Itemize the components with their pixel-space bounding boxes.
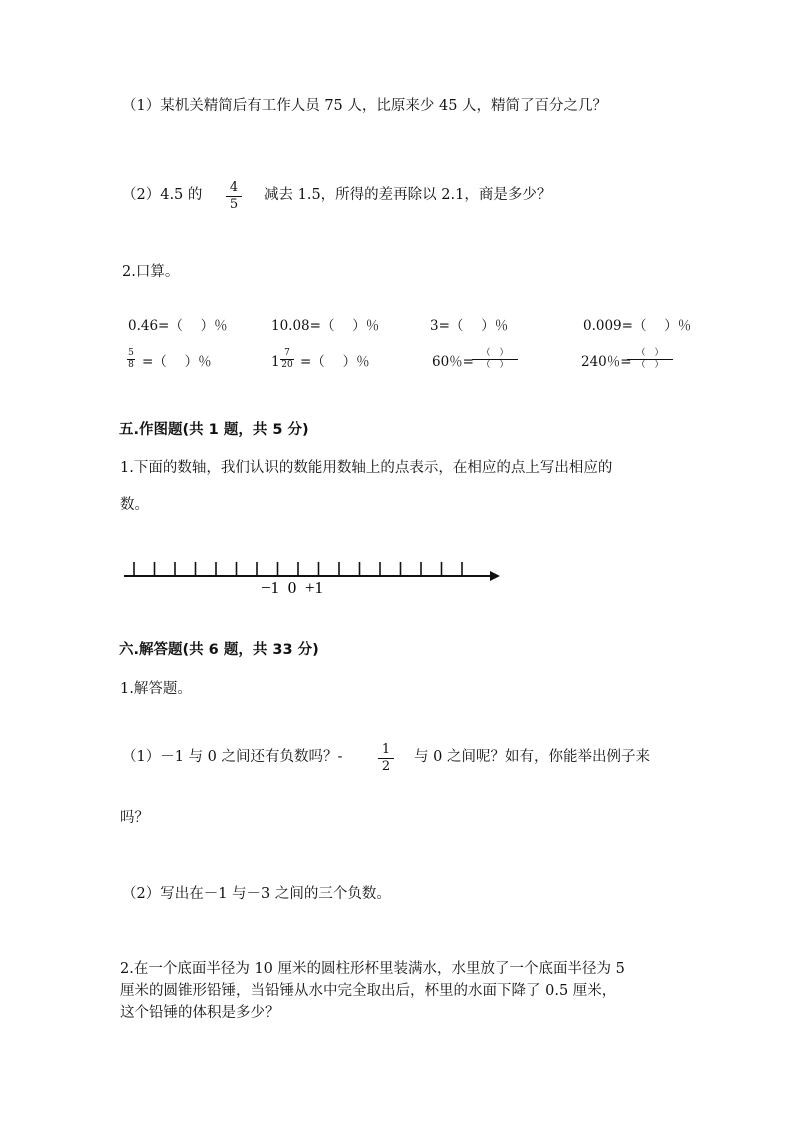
sub-question-1-suffix: 与 0 之间呢？如有，你能举出例子来 bbox=[414, 749, 650, 765]
fraction-denominator: 8 bbox=[128, 360, 134, 371]
section-6-heading: 六.解答题(共 6 题，共 33 分) bbox=[119, 642, 319, 658]
fraction-numerator: 5 bbox=[128, 348, 134, 358]
fraction-denominator: （ ） bbox=[636, 360, 664, 371]
sub-question-2: （2）写出在－1 与－3 之间的三个负数。 bbox=[122, 886, 391, 902]
sub-question-1-line-2: 吗？ bbox=[120, 810, 149, 826]
fraction-denominator: 2 bbox=[381, 759, 391, 775]
oral-item-8-head: 240％= bbox=[581, 354, 632, 370]
arrow-right-icon bbox=[490, 571, 500, 581]
fraction-denominator: 5 bbox=[229, 197, 239, 213]
question-2-suffix: 减去 1.5，所得的差再除以 2.1，商是多少？ bbox=[264, 187, 552, 203]
sub-question-1-prefix: （1）－1 与 0 之间还有负数吗？- bbox=[122, 749, 343, 765]
oral-item-1: 0.46=（ ）％ bbox=[128, 318, 228, 334]
oral-item-3: 3=（ ）％ bbox=[430, 318, 509, 334]
axis-label-zero: 0 bbox=[287, 578, 297, 597]
mixed-number-whole: 1 bbox=[271, 354, 280, 370]
section-5-heading: 五.作图题(共 1 题，共 5 分) bbox=[119, 422, 309, 438]
fraction-numerator: 4 bbox=[229, 180, 239, 195]
question-2-line-1: 2.在一个底面半径为 10 厘米的圆柱形杯里装满水，水里放了一个底面半径为 5 bbox=[120, 961, 625, 977]
fraction-numerator: （ ） bbox=[481, 348, 509, 358]
fraction-four-fifths bbox=[226, 181, 242, 213]
oral-calc-title: 2.口算。 bbox=[122, 264, 180, 280]
oral-item-6-tail: =（ ）％ bbox=[300, 354, 370, 370]
oral-item-4: 0.009=（ ）％ bbox=[583, 318, 692, 334]
section-5-question-line-2: 数。 bbox=[120, 497, 149, 513]
question-2-line-2: 厘米的圆锥形铅锤，当铅锤从水中完全取出后，杯里的水面下降了 0.5 厘米， bbox=[120, 983, 617, 999]
oral-item-7-head: 60％= bbox=[432, 354, 474, 370]
fraction-denominator: （ ） bbox=[481, 360, 509, 371]
question-1-percent: （1）某机关精简后有工作人员 75 人，比原来少 45 人，精简了百分之几？ bbox=[122, 98, 608, 114]
section-6-question-1-title: 1.解答题。 bbox=[120, 681, 192, 697]
fraction-one-half bbox=[378, 743, 394, 775]
fraction-denominator: 20 bbox=[281, 360, 293, 371]
fraction-seven-twentieths bbox=[280, 349, 294, 371]
number-line bbox=[118, 556, 508, 598]
blank-fraction bbox=[472, 349, 518, 371]
fraction-numerator: （ ） bbox=[636, 348, 664, 358]
axis-label-plus-one: +1 bbox=[304, 578, 324, 597]
axis-label-minus-one: −1 bbox=[260, 578, 280, 597]
oral-item-2: 10.08=（ ）％ bbox=[271, 318, 380, 334]
question-2-line-3: 这个铅锤的体积是多少？ bbox=[120, 1005, 280, 1021]
fraction-numerator: 1 bbox=[381, 742, 391, 757]
number-line-ticks bbox=[134, 562, 462, 576]
section-5-question-line-1: 1.下面的数轴，我们认识的数能用数轴上的点表示，在相应的点上写出相应的 bbox=[120, 460, 613, 476]
question-2-prefix: （2）4.5 的 bbox=[122, 187, 203, 203]
oral-item-5-tail: =（ ）％ bbox=[142, 354, 212, 370]
fraction-numerator: 7 bbox=[284, 348, 290, 358]
blank-fraction bbox=[627, 349, 673, 371]
fraction-five-eighths bbox=[127, 349, 135, 371]
